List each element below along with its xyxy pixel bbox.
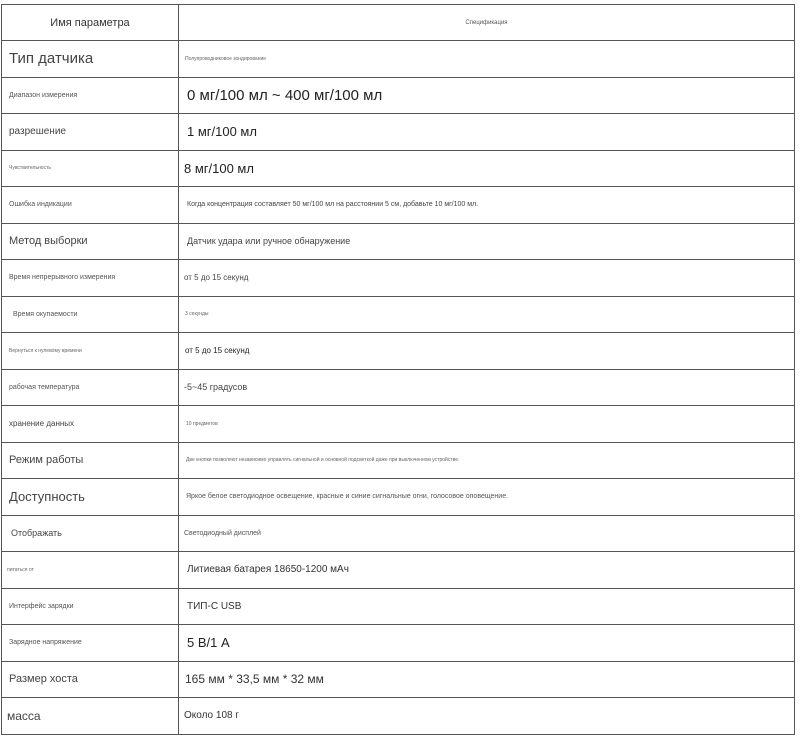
param-name: Доступность bbox=[9, 489, 85, 505]
param-name: Время непрерывного измерения bbox=[9, 274, 116, 282]
table-row bbox=[2, 114, 795, 151]
param-name: Тип датчика bbox=[9, 50, 94, 68]
param-value: -5~45 градусов bbox=[184, 382, 248, 393]
param-value: от 5 до 15 секунд bbox=[185, 346, 250, 356]
param-value: Светодиодный дисплей bbox=[184, 529, 261, 537]
table-row bbox=[2, 479, 795, 516]
param-name: Режим работы bbox=[9, 454, 84, 467]
table-row bbox=[2, 77, 795, 114]
table-row bbox=[2, 260, 795, 297]
table-row bbox=[2, 698, 795, 735]
param-value: Полупроводниковое зондирование bbox=[185, 55, 267, 62]
param-name: масса bbox=[7, 708, 41, 723]
param-value: 10 предметов bbox=[186, 420, 218, 427]
table-row bbox=[2, 187, 795, 224]
table-row bbox=[2, 406, 795, 443]
table-row bbox=[2, 223, 795, 260]
param-value: 165 мм * 33,5 мм * 32 мм bbox=[185, 672, 324, 687]
table-row bbox=[2, 333, 795, 370]
param-value: Две кнопки позволяют независимо управлять сигнальной и основной подсветкой даже при выключенном устройстве. bbox=[186, 457, 460, 464]
param-value: ТИП-C USB bbox=[187, 600, 242, 612]
table-row bbox=[2, 552, 795, 589]
spec-table bbox=[1, 4, 795, 735]
param-name: Интерфейс зарядки bbox=[9, 602, 74, 610]
table-row bbox=[2, 41, 795, 78]
param-name: разрешение bbox=[9, 126, 66, 138]
param-value: Литиевая батарея 18650-1200 мАч bbox=[187, 564, 349, 576]
param-value: Когда концентрация составляет 50 мг/100 мл на расстоянии 5 см, добавьте 10 мг/100 мл. bbox=[187, 201, 479, 209]
param-value: 0 мг/100 мл ~ 400 мг/100 мл bbox=[187, 86, 383, 104]
param-name: Зарядное напряжение bbox=[9, 639, 82, 647]
table-header-row bbox=[2, 5, 795, 41]
param-value: 3 секунды bbox=[185, 311, 209, 318]
param-name: рабочая температура bbox=[9, 383, 80, 391]
param-value: Около 108 г bbox=[184, 710, 240, 722]
table-row bbox=[2, 296, 795, 333]
param-name: Диапазон измерения bbox=[9, 91, 78, 99]
param-name: питаться от bbox=[7, 566, 34, 573]
param-name: Вернуться к нулевому времени bbox=[9, 347, 82, 354]
param-name: Ошибка индикации bbox=[9, 201, 72, 209]
table-row bbox=[2, 588, 795, 625]
param-value: от 5 до 15 секунд bbox=[184, 273, 249, 283]
table-row bbox=[2, 661, 795, 698]
header-param-name: Имя параметра bbox=[2, 5, 179, 41]
param-value: 8 мг/100 мл bbox=[184, 160, 254, 176]
param-name: Отображать bbox=[11, 528, 62, 539]
table-row bbox=[2, 369, 795, 406]
header-spec: Спецификация bbox=[179, 5, 795, 41]
param-name: Метод выборки bbox=[9, 235, 88, 248]
param-name: Чувствительность bbox=[9, 165, 51, 172]
param-value: 5 В/1 А bbox=[187, 635, 230, 651]
param-name: хранение данных bbox=[9, 419, 75, 429]
param-name: Время окупаемости bbox=[13, 310, 78, 318]
table-row bbox=[2, 625, 795, 662]
param-value: 1 мг/100 мл bbox=[187, 124, 257, 140]
table-row bbox=[2, 150, 795, 187]
table-row bbox=[2, 515, 795, 552]
param-value: Яркое белое светодиодное освещение, красные и синие сигнальные огни, голосовое оповещение. bbox=[186, 493, 509, 501]
param-name: Размер хоста bbox=[9, 673, 78, 686]
table-row bbox=[2, 442, 795, 479]
param-value: Датчик удара или ручное обнаружение bbox=[187, 236, 351, 247]
